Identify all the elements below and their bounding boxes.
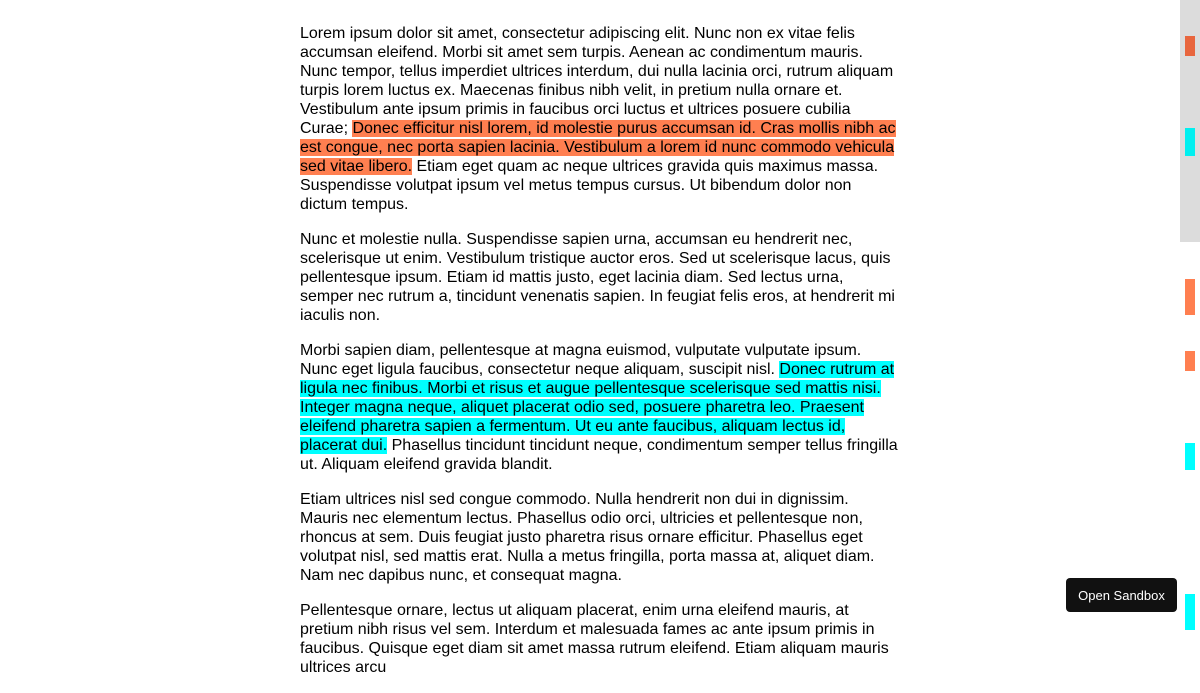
paragraph-text: Morbi sapien diam, pellentesque at magna euismod, vulputate vulputate ipsum. Nunc eget ligula faucibus, consectetur neque aliquam, suscipit nisl.	[300, 342, 862, 378]
paragraph-4: Etiam ultrices nisl sed congue commodo. Nulla hendrerit non dui in dignissim. Mauris nec elementum lectus. Phasellus odio orci, ultricies et pellentesque non, rhoncus at sem. Duis feugiat justo pharetra risus ornare efficitur. Phasellus eget volutpat nisl, sed mattis erat. Nulla a metus fringilla, porta massa at, aliquet diam. Nam nec dapibus nunc, et consequat magna.	[300, 491, 875, 584]
highlight-marker-cyan[interactable]	[1185, 594, 1195, 630]
highlight-marker-orange[interactable]	[1185, 36, 1195, 56]
highlight-marker-orange[interactable]	[1185, 279, 1195, 315]
highlighted-text-orange[interactable]: Donec efficitur nisl lorem, id molestie purus accumsan id. Cras mollis nibh ac est congue, nec porta sapien lacinia. Vestibulum a lorem id nunc commodo vehicula sed vitae libero.	[300, 120, 896, 175]
paragraph-2: Nunc et molestie nulla. Suspendisse sapien urna, accumsan eu hendrerit nec, scelerisque ut enim. Vestibulum tristique auctor eros. Sed ut scelerisque lacus, quis pellentesque ipsum. Etiam id mattis justo, eget lacinia diam. Sed lectus urna, semper nec rutrum a, tincidunt venenatis sapien. In feugiat felis eros, at hendrerit mi iaculis non.	[300, 231, 895, 324]
paragraph-text: Etiam eget quam ac neque ultrices gravida quis maximus massa. Suspendisse volutpat ipsum vel metus tempus cursus. Ut bibendum dolor non dictum tempus.	[300, 158, 879, 213]
open-sandbox-button[interactable]: Open Sandbox	[1066, 578, 1177, 612]
highlight-marker-orange[interactable]	[1185, 351, 1195, 371]
highlight-marker-cyan[interactable]	[1185, 443, 1195, 470]
highlighted-text-cyan[interactable]: Donec rutrum at ligula nec finibus. Morbi et risus et augue pellentesque scelerisque sed mattis nisi. Integer magna neque, aliquet placerat odio sed, posuere pharetra leo. Praesent eleifend pharetra sapien a fermentum. Ut eu ante faucibus, aliquam lectus id, placerat dui.	[300, 361, 895, 454]
paragraph-1	[300, 24, 900, 214]
article-content	[300, 24, 900, 693]
paragraph-3	[300, 341, 900, 474]
scrollbar-track[interactable]	[1180, 0, 1200, 630]
paragraph-5: Pellentesque ornare, lectus ut aliquam placerat, enim urna eleifend mauris, at pretium nibh risus vel sem. Interdum et malesuada fames ac ante ipsum primis in faucibus. Quisque eget diam sit amet massa rutrum eleifend. Etiam aliquam mauris ultrices arcu	[300, 602, 889, 676]
highlight-marker-cyan[interactable]	[1185, 128, 1195, 156]
paragraph-text: Lorem ipsum dolor sit amet, consectetur adipiscing elit. Nunc non ex vitae felis accumsan eleifend. Morbi sit amet sem turpis. Aenean ac condimentum mauris. Nunc tempor, tellus imperdiet ultrices interdum, dui nulla lacinia orci, rutrum aliquam turpis lorem luctus ex. Maecenas finibus nibh velit, in pretium nulla ornare et. Vestibulum ante ipsum primis in faucibus orci luctus et ultrices posuere cubilia Curae;	[300, 25, 894, 137]
paragraph-text: Phasellus tincidunt tincidunt neque, condimentum semper tellus fringilla ut. Aliquam eleifend gravida blandit.	[300, 437, 898, 473]
